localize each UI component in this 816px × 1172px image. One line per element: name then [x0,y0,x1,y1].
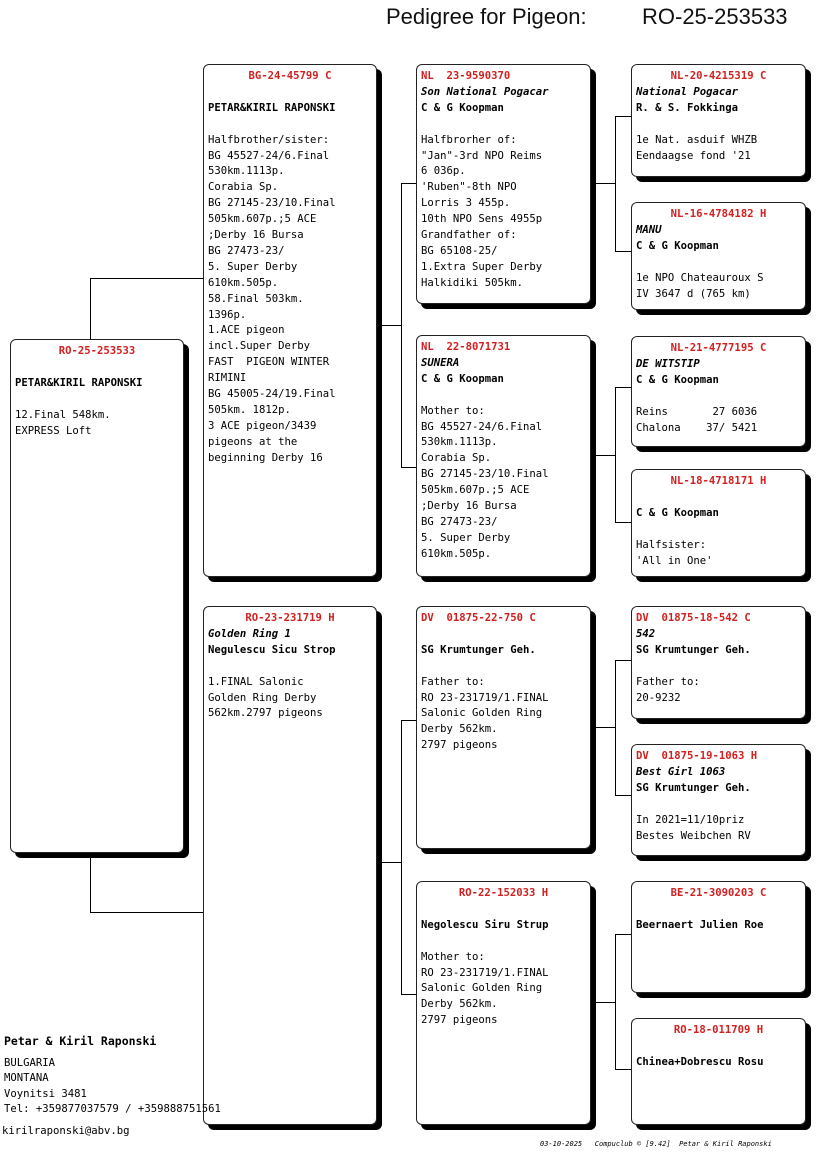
pedigree-title-ring: RO-25-253533 [642,4,788,29]
sire-dam-card[interactable] [416,335,591,577]
pigeon-name: National Pogacar [636,85,739,98]
breeder-city: Voynitsi 3481 [4,1087,87,1100]
pigeon-notes: 1e Nat. asduif WHZB Eendaagse fond '21 [636,133,758,162]
pigeon-notes: Halfbrorher of: "Jan"-3rd NPO Reims 6 036p. 'Ruben"-8th NPO Lorris 3 455p. 10th NPO Sens 4955p Grandfather of: BG 65108-25/ 1.Extra Super Derby Halkidiki 505km. [421,133,543,289]
owner-name: C & G Koopman [636,239,719,252]
pigeon-notes: Halfsister: 'All in One' [636,538,713,567]
owner-name: Beernaert Julien Roe [636,918,764,931]
connector-line [615,251,632,252]
pigeon-name [636,902,801,918]
connector-line [615,522,632,523]
owner-name: SG Krumtunger Geh. [636,643,751,656]
dam-card[interactable] [203,606,377,1125]
connector-line [590,727,615,728]
connector-line [401,720,417,721]
owner-name: C & G Koopman [636,373,719,386]
connector-line [401,183,402,468]
breeder-email-block [2,1124,130,1140]
connector-line [401,720,402,995]
pigeon-name [15,360,179,376]
pedigree-title-label: Pedigree for Pigeon: [386,4,587,29]
pigeon-notes: Mother to: RO 23-231719/1.FINAL Salonic Golden Ring Derby 562km. 2797 pigeons [421,950,549,1027]
connector-line [401,183,417,184]
owner-name: SG Krumtunger Geh. [421,643,536,656]
connector-line [590,183,615,184]
connector-line [90,912,204,913]
pigeon-name [421,902,586,918]
ring-number: NL 22-8071731 [421,341,511,353]
connector-line [615,1069,632,1070]
connector-line [615,934,616,1070]
sire-sire-card[interactable] [416,64,591,304]
dam-sire-sire-card[interactable] [631,606,806,719]
connector-line [590,455,615,456]
sire-dam-dam-card[interactable] [631,469,806,577]
connector-line [90,853,91,913]
connector-line [615,795,632,796]
pigeon-notes: Halfbrother/sister: BG 45527-24/6.Final 530km.1113p. Corabia Sp. BG 27145-23/10.Final 505km.607p.;5 ACE ;Derby 16 Bursa BG 27473-23/ 5. Super Derby 610km.505p. 58.Final 503km. 1396p. 1.ACE pigeon incl.Super Derby FAST PIGEON WINTER RIMINI BG 45005-24/19.Final 505km. 1812p. 3 ACE pigeon/3439 pigeons at the beginning Derby 16 [208,133,336,464]
breeder-email[interactable]: kirilraponski@abv.bg [2,1125,130,1137]
sire-sire-sire-card[interactable] [631,64,806,177]
connector-line [615,116,616,251]
dam-sire-card[interactable] [416,606,591,849]
connector-line [615,934,632,935]
pigeon-name [636,1039,801,1055]
connector-line [615,116,632,117]
connector-line [615,660,616,795]
owner-name: C & G Koopman [636,506,719,519]
pigeon-name [208,85,372,101]
connector-line [401,467,417,468]
owner-name: R. & S. Fokkinga [636,101,739,114]
owner-name: PETAR&KIRIL RAPONSKI [208,101,336,114]
dam-sire-dam-card[interactable] [631,744,806,856]
ring-number: NL-16-4784182 H [670,208,767,220]
ring-number: DV 01875-18-542 C [636,612,751,624]
owner-name: Negolescu Siru Strup [421,918,549,931]
pigeon-name: DE WITSTIP [636,357,700,370]
pigeon-notes: In 2021=11/10priz Bestes Weibchen RV [636,813,751,842]
connector-line [401,994,417,995]
footer-credit: 03-10-2025 Compuclub © [9.42] Petar & Kiril Raponski [540,1140,772,1148]
breeder-country: BULGARIA [4,1056,56,1069]
pigeon-notes: 12.Final 548km. EXPRESS Loft [15,408,111,437]
pigeon-name: 542 [636,627,656,640]
sire-dam-sire-card[interactable] [631,336,806,447]
pigeon-name: Son National Pogacar [421,85,549,98]
breeder-phone: Tel: +359877037579 / +359888751561 [4,1103,221,1115]
pigeon-notes: Reins 27 6036 Chalona 37/ 5421 [636,405,758,434]
pigeon-name [636,490,801,506]
subject-pigeon-card[interactable] [10,339,184,853]
pigeon-name: SUNERA [421,356,460,369]
pigeon-name: Best Girl 1063 [636,765,726,778]
ring-number: NL-21-4777195 C [670,342,767,354]
connector-line [615,387,616,522]
ring-number: RO-18-011709 H [673,1024,764,1036]
ring-number: NL 23-9590370 [421,70,511,82]
ring-number: RO-25-253533 [58,345,136,357]
pigeon-name [421,627,586,643]
ring-number: BE-21-3090203 C [670,887,767,899]
owner-name: C & G Koopman [421,372,504,385]
breeder-info [4,1034,221,1118]
owner-name: C & G Koopman [421,101,504,114]
pigeon-name: MANU [636,223,662,236]
ring-number: DV 01875-19-1063 H [636,750,758,762]
pigeon-notes: 1e NPO Chateauroux S IV 3647 d (765 km) [636,271,764,300]
dam-dam-card[interactable] [416,881,591,1125]
dam-dam-sire-card[interactable] [631,881,806,993]
pigeon-name: Golden Ring 1 [208,627,291,640]
sire-card[interactable] [203,64,377,577]
pigeon-notes: Father to: RO 23-231719/1.FINAL Salonic Golden Ring Derby 562km. 2797 pigeons [421,675,549,752]
sire-sire-dam-card[interactable] [631,202,806,310]
dam-dam-dam-card[interactable] [631,1018,806,1125]
ring-number: DV 01875-22-750 C [421,612,536,624]
connector-line [590,1002,615,1003]
pigeon-notes: 1.FINAL Salonic Golden Ring Derby 562km.2797 pigeons [208,675,323,720]
connector-line [376,862,401,863]
connector-line [615,387,632,388]
breeder-region: MONTANA [4,1072,49,1084]
owner-name: PETAR&KIRIL RAPONSKI [15,376,143,389]
connector-line [615,660,632,661]
ring-number: RO-22-152033 H [458,887,549,899]
ring-number: NL-20-4215319 C [670,70,767,82]
pigeon-notes: Mother to: BG 45527-24/6.Final 530km.1113p. Corabia Sp. BG 27145-23/10.Final 505km.607p.;5 ACE ;Derby 16 Bursa BG 27473-23/ 5. Super Derby 610km.505p. [421,404,549,560]
pigeon-notes: Father to: 20-9232 [636,675,700,704]
owner-name: Negulescu Sicu Strop [208,643,336,656]
ring-number: RO-23-231719 H [245,612,335,624]
ring-number: BG-24-45799 C [248,70,332,82]
owner-name: SG Krumtunger Geh. [636,781,751,794]
connector-line [90,278,204,279]
owner-name: Chinea+Dobrescu Rosu [636,1055,764,1068]
ring-number: NL-18-4718171 H [670,475,767,487]
breeder-name: Petar & Kiril Raponski [4,1034,157,1048]
connector-line [376,325,401,326]
connector-line [90,278,91,340]
